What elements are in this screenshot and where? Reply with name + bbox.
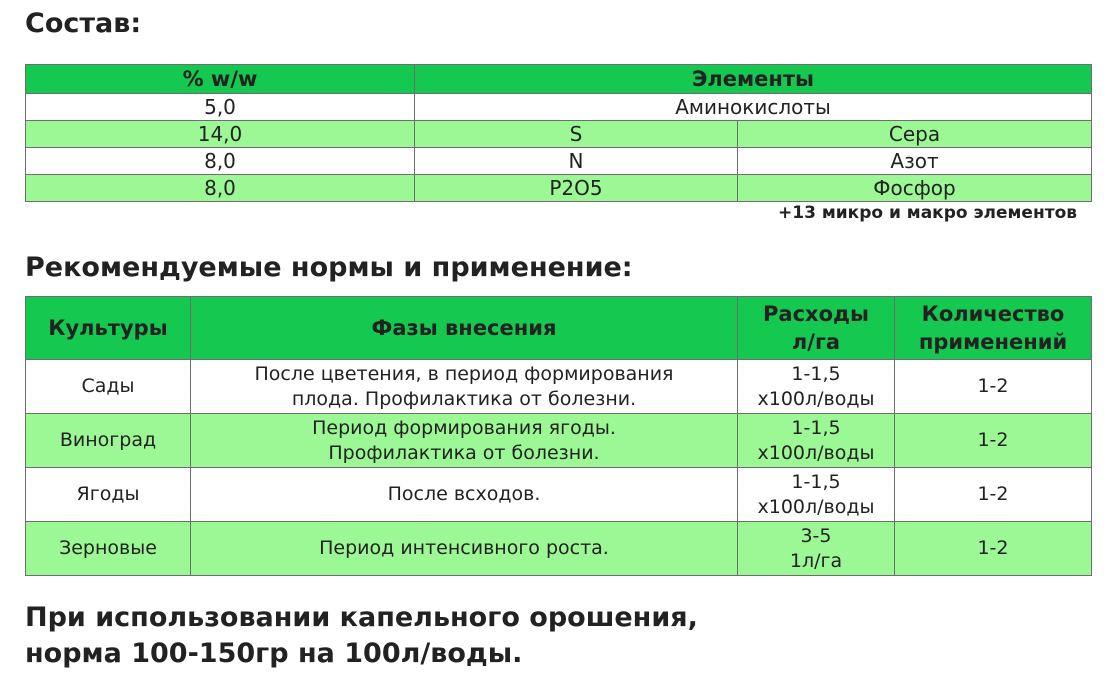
rate-cell: 1-1,5 х100л/воды bbox=[738, 414, 895, 468]
percent-cell: 8,0 bbox=[26, 175, 415, 202]
phase-cell: Период интенсивного роста. bbox=[191, 522, 738, 576]
elements-header: Элементы bbox=[415, 65, 1092, 94]
percent-cell: 8,0 bbox=[26, 148, 415, 175]
crop-cell: Зерновые bbox=[26, 522, 191, 576]
rate-cell: 1-1,5 х100л/воды bbox=[738, 360, 895, 414]
element-name-cell: Сера bbox=[738, 121, 1092, 148]
phases-header: Фазы внесения bbox=[191, 297, 738, 360]
count-cell: 1-2 bbox=[895, 468, 1092, 522]
crop-cell: Ягоды bbox=[26, 468, 191, 522]
usage-heading: Рекомендуемые нормы и применение: bbox=[25, 252, 633, 283]
drip-irrigation-note bbox=[25, 600, 698, 672]
phase-cell: После всходов. bbox=[191, 468, 738, 522]
table-row bbox=[26, 94, 1092, 121]
percent-cell: 5,0 bbox=[26, 94, 415, 121]
symbol-cell: N bbox=[415, 148, 738, 175]
composition-header-row bbox=[26, 65, 1092, 94]
element-name-cell: Азот bbox=[738, 148, 1092, 175]
table-row bbox=[26, 522, 1092, 576]
crop-cell: Виноград bbox=[26, 414, 191, 468]
micro-macro-note: +13 микро и макро элементов bbox=[778, 203, 1077, 223]
footer-line: При использовании капельного орошения, bbox=[25, 602, 698, 633]
rate-cell: 1-1,5 х100л/воды bbox=[738, 468, 895, 522]
table-row bbox=[26, 148, 1092, 175]
crops-header: Культуры bbox=[26, 297, 191, 360]
composition-heading: Состав: bbox=[25, 8, 142, 39]
element-name-cell: Фосфор bbox=[738, 175, 1092, 202]
table-row bbox=[26, 414, 1092, 468]
symbol-cell: S bbox=[415, 121, 738, 148]
rate-cell: 3-5 1л/га bbox=[738, 522, 895, 576]
footer-line: норма 100-150гр на 100л/воды. bbox=[25, 638, 523, 669]
table-row bbox=[26, 468, 1092, 522]
count-cell: 1-2 bbox=[895, 522, 1092, 576]
percent-header: % w/w bbox=[26, 65, 415, 94]
phase-cell: После цветения, в период формирования плода. Профилактика от болезни. bbox=[191, 360, 738, 414]
usage-table bbox=[25, 296, 1092, 576]
composition-table bbox=[25, 64, 1092, 202]
table-row bbox=[26, 121, 1092, 148]
count-header: Количество применений bbox=[895, 297, 1092, 360]
crop-cell: Сады bbox=[26, 360, 191, 414]
usage-header-row bbox=[26, 297, 1092, 360]
rate-header: Расходы л/га bbox=[738, 297, 895, 360]
count-cell: 1-2 bbox=[895, 360, 1092, 414]
table-row bbox=[26, 175, 1092, 202]
table-row bbox=[26, 360, 1092, 414]
symbol-cell: P2O5 bbox=[415, 175, 738, 202]
percent-cell: 14,0 bbox=[26, 121, 415, 148]
element-cell: Аминокислоты bbox=[415, 94, 1092, 121]
phase-cell: Период формирования ягоды. Профилактика от болезни. bbox=[191, 414, 738, 468]
count-cell: 1-2 bbox=[895, 414, 1092, 468]
